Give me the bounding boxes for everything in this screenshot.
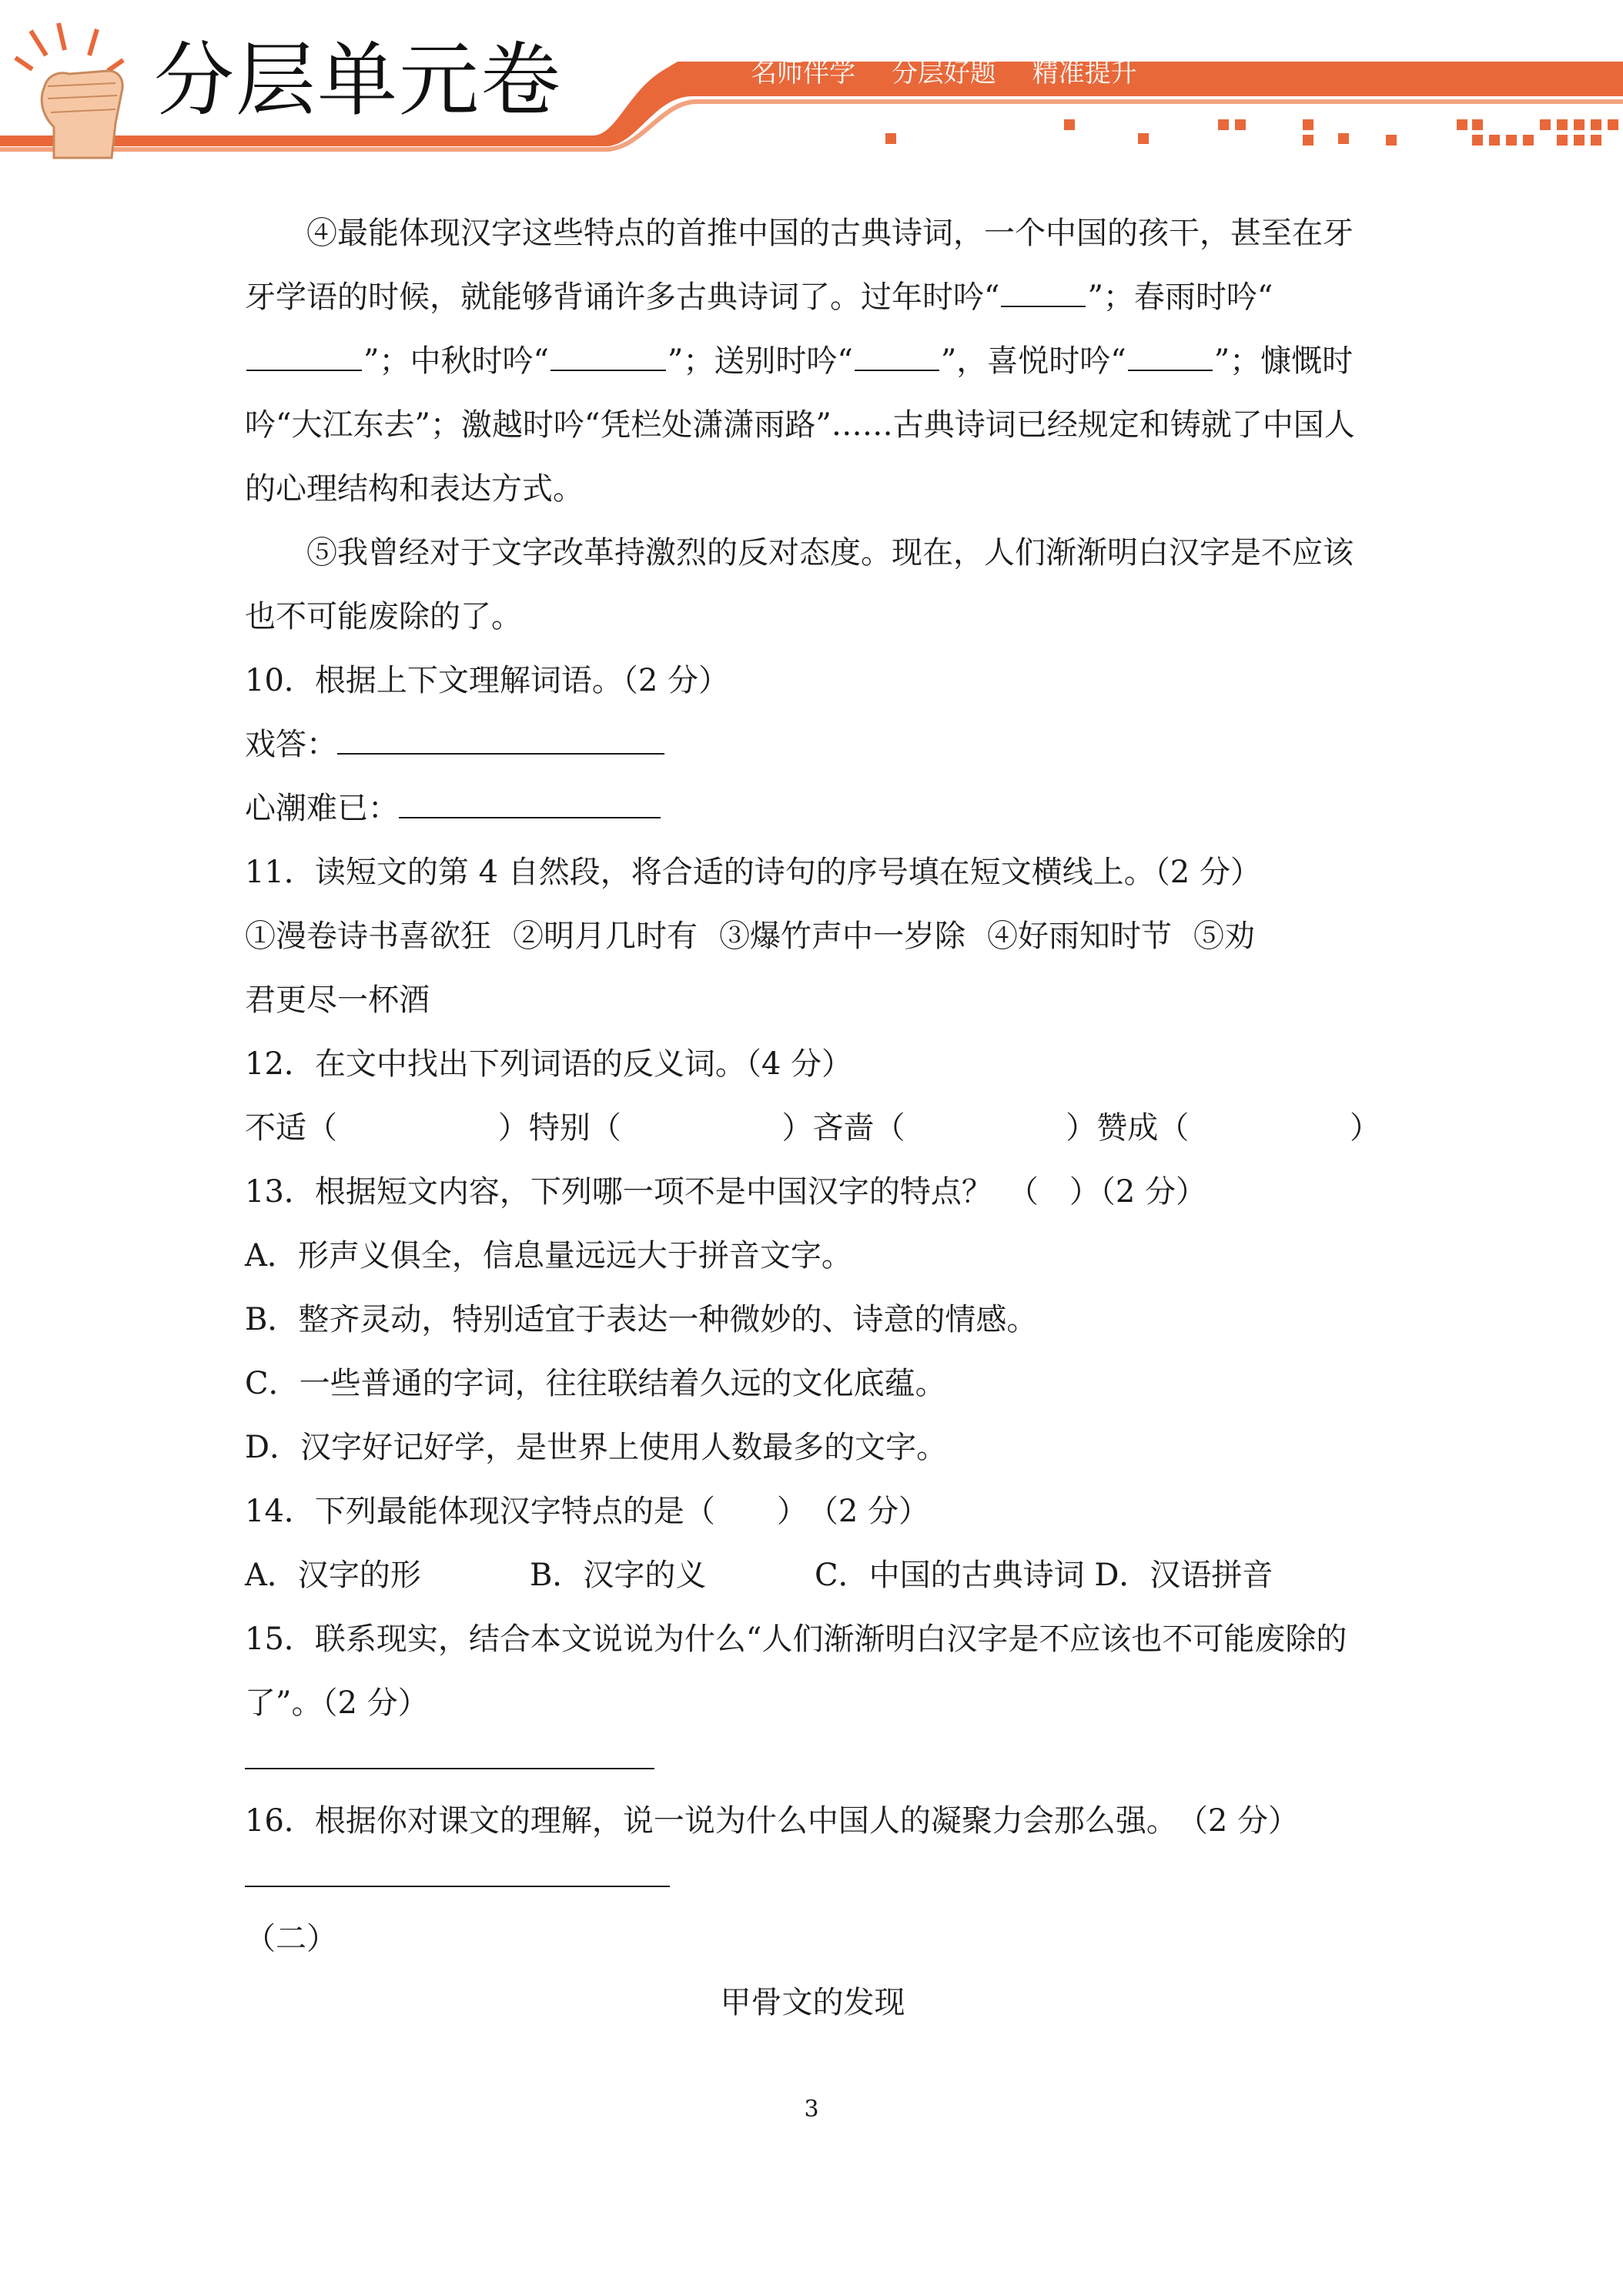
- question-10-item: [245, 777, 1380, 841]
- question-15: 15．联系现实，结合本文说说为什么“人们渐渐明白汉字是不应该也不可能废除的了”。（2 分）: [245, 1622, 1347, 1721]
- antonym-item: ）吝啬（: [781, 1110, 905, 1146]
- question-13-option: B．整齐灵动，特别适宜于表达一种微妙的、诗意的情感。: [245, 1302, 1038, 1337]
- option: A．汉字的形: [245, 1558, 421, 1593]
- option: ④好雨知时节: [987, 919, 1172, 954]
- option: C．中国的古典诗词 D．汉语拼音: [815, 1558, 1273, 1593]
- paragraph-text: ”；慷慨时吟“大江东去”；激越时吟“凭栏处潇潇雨路”……古典诗词已经规定和铸就了中国人的心理结构和表达方式。: [245, 343, 1355, 507]
- item-label: 戏答：: [245, 727, 337, 762]
- answer-line[interactable]: [337, 722, 664, 755]
- antonym-item: ）赞成（: [1066, 1110, 1190, 1146]
- slogan: [751, 58, 1165, 89]
- question-13-option: D．汉字好记好学，是世界上使用人数最多的文字。: [245, 1430, 948, 1465]
- option: ⑤劝: [1193, 919, 1255, 954]
- fill-blank[interactable]: [550, 339, 666, 371]
- question-11-options: [245, 905, 1380, 969]
- item-label: 心潮难已：: [245, 791, 399, 826]
- page-content: [245, 202, 1380, 2035]
- decorative-dots: [885, 119, 1618, 146]
- paragraph-text: ”；中秋时吟“: [363, 343, 549, 379]
- section-label: （二）: [245, 1921, 337, 1956]
- fill-blank[interactable]: [246, 339, 362, 371]
- option: ③爆竹声中一岁除: [719, 919, 965, 954]
- fill-blank[interactable]: [1001, 275, 1086, 307]
- question-10: 10．根据上下文理解词语。（2 分）: [245, 663, 730, 698]
- question-10-item: [245, 713, 1380, 777]
- option: B．汉字的义: [530, 1558, 707, 1593]
- passage-paragraph-4: [245, 202, 1380, 521]
- option: ②明月几时有: [513, 919, 698, 954]
- question-13: 13．根据短文内容，下列哪一项不是中国汉字的特点？ （ ）（2 分）: [245, 1174, 1207, 1210]
- page-number: 3: [804, 2096, 819, 2123]
- fill-blank[interactable]: [1128, 339, 1213, 371]
- antonym-item: 不适（: [245, 1110, 337, 1146]
- question-13-option: C．一些普通的字词，往往联结着久远的文化底蕴。: [245, 1366, 946, 1401]
- question-12-items: [245, 1096, 1380, 1160]
- brand-title: 分层单元卷: [154, 33, 563, 127]
- fill-blank[interactable]: [855, 339, 939, 371]
- antonym-item: ）特别（: [497, 1110, 621, 1146]
- antonym-item: ）: [1350, 1110, 1380, 1146]
- slogan-item: 精准提升: [1032, 58, 1137, 89]
- paragraph-text: ”；送别时吟“: [667, 343, 853, 379]
- passage-paragraph-5: ⑤我曾经对于文字改革持激烈的反对态度。现在，人们渐渐明白汉字是不应该也不可能废除的了。: [245, 535, 1354, 634]
- answer-line[interactable]: [399, 786, 661, 818]
- question-16: 16．根据你对课文的理解，说一说为什么中国人的凝聚力会那么强。 （2 分）: [245, 1803, 1300, 1839]
- question-14: 14．下列最能体现汉字特点的是（ ） （2 分）: [245, 1494, 930, 1529]
- question-13-option: A．形声义俱全，信息量远远大于拼音文字。: [245, 1238, 852, 1274]
- question-12: 12．在文中找出下列词语的反义词。（4 分）: [245, 1046, 853, 1082]
- question-14-options: [245, 1544, 1380, 1608]
- slogan-item: 名师伴学: [751, 58, 855, 89]
- paragraph-text: ”，喜悦时吟“: [940, 343, 1126, 379]
- question-11-options-cont: 君更尽一杯酒: [245, 982, 430, 1018]
- slogan-item: 分层好题: [891, 58, 996, 89]
- header-banner: [0, 0, 1623, 166]
- option: ①漫卷诗书喜欲狂: [245, 919, 491, 954]
- section-title: 甲骨文的发现: [720, 1985, 905, 2020]
- paragraph-text: ④最能体现汉字这些特点的首推中国的古典诗词，一个中国的孩干，甚至在牙牙学语的时候，就能够背诵许多古典诗词了。过年时吟“: [245, 216, 1354, 315]
- question-11: 11．读短文的第 4 自然段，将合适的诗句的序号填在短文横线上。（2 分）: [245, 855, 1261, 890]
- paragraph-text: ”；春雨时吟“: [1087, 279, 1273, 315]
